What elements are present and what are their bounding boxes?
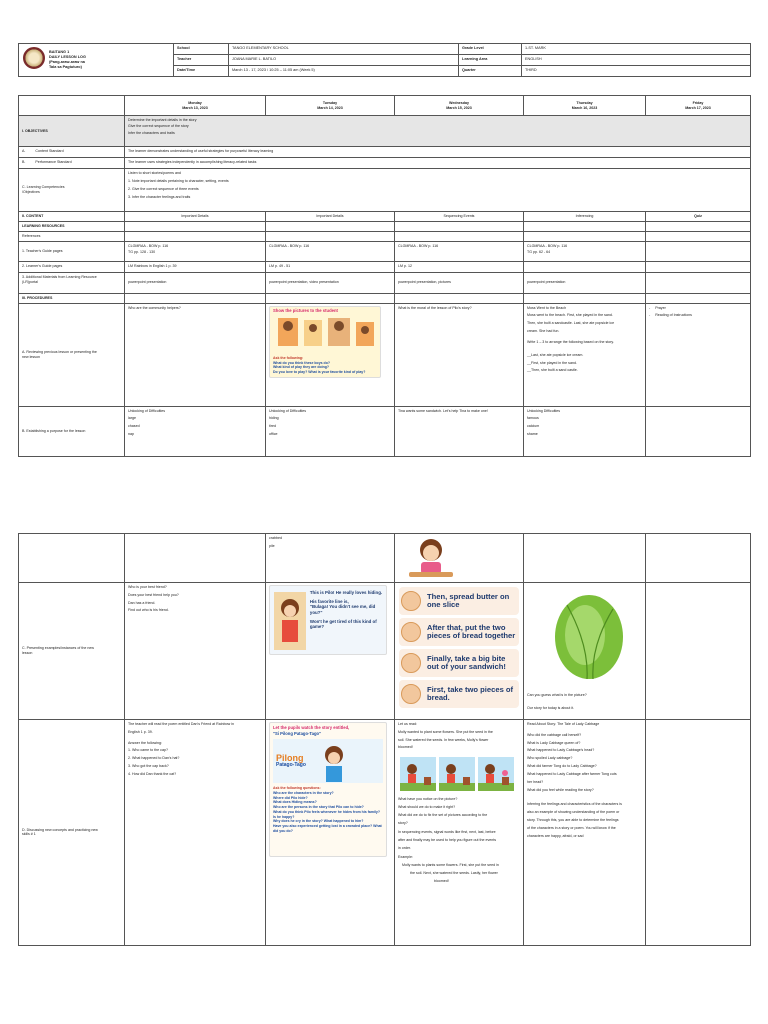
content-label: II. CONTENT — [19, 212, 125, 222]
topic-wednesday: Sequencing Events — [395, 212, 524, 222]
teachers-guide-label: 1. Teacher's Guide pages — [19, 241, 125, 261]
performance-standard-row — [19, 158, 751, 169]
day-tuesday: Tuesday March 14, 2023 — [266, 96, 395, 116]
grade-label: Grade Level — [459, 44, 522, 55]
review-friday: - Prayer - Reading of Instructions — [646, 303, 751, 406]
topic-friday: Quiz — [646, 212, 751, 222]
content-standard-label: A. Content Standard — [19, 147, 125, 158]
sandwich-step-4: First, take two pieces of bread. — [399, 680, 519, 708]
molly-planting-pictures — [398, 755, 516, 793]
content-row — [19, 212, 751, 222]
learners-guide-label: 2. Learner's Guide pages — [19, 261, 125, 272]
bread-icon — [401, 622, 421, 642]
competencies-label: C. Learning Competencies /Objectives — [19, 169, 125, 212]
procedures-label: III. PROCEDURES — [19, 293, 125, 303]
discussing-label: D. Discussing new concepts and practicing new skills # 1 — [19, 719, 125, 945]
purpose-thursday: Unlocking Difficulties famous calcium shame — [524, 406, 646, 456]
content-standard-row — [19, 147, 751, 158]
sandwich-icon — [401, 653, 421, 673]
lg-tuesday: LM p. 49 - 51 — [266, 261, 395, 272]
resources-row — [19, 222, 751, 232]
butter-icon — [401, 591, 421, 611]
pilo-hiding-picture: This is Pilo! He really loves hiding. His favorite line is, "Bulaga! You didn't see me, did you?" Won't he get tired of this kind of game? — [269, 585, 387, 655]
cabbage-picture — [527, 585, 643, 685]
corner-cell — [19, 96, 125, 116]
examples-row — [19, 582, 751, 719]
grade-title: BAITANG 1 — [49, 49, 70, 54]
children-playing-illustration — [270, 314, 381, 354]
sandwich-step-1: Then, spread butter on one slice — [399, 587, 519, 615]
discussing-row — [19, 719, 751, 945]
tg-tuesday: CLGMRAA - BOW p. 116 — [266, 241, 395, 261]
tg-thursday: CLGMRAA - BOW p. 116 TG pp. 62 - 64 — [524, 241, 646, 261]
school-label: School — [174, 44, 229, 55]
review-tuesday — [266, 303, 395, 406]
am-wednesday: powerpoint presentation, pictures — [395, 272, 524, 293]
discussing-tuesday — [266, 719, 395, 945]
examples-label: C. Presenting examples/instances of the new lesson — [19, 582, 125, 719]
performance-standard-label: B. Performance Standard — [19, 158, 125, 169]
lesson-table-page-2 — [18, 533, 751, 946]
references-row — [19, 231, 751, 241]
topic-monday: Important Details — [125, 212, 266, 222]
discussing-thursday: Read About Story: The Tale of Lady Cabbage Who did the cabbage call herself? What is Lady Cabbage queen of? What happened to Lady Cabbage's head? Who spoiled Lady cabbage? What did farmer Tong do to Lady Cabbage? What happened to Lady Cabbage after farmer Tong cuts her head? What did you feel while reading the story? Inferring the feelings and characteristics of the characters is also an example of showing understanding of the poem or story. Through this, you are able to determine the feelings of the characters in a story or poem. You will know if the characters are happy, afraid, or sad — [524, 719, 646, 945]
lesson-table-page-1 — [18, 95, 751, 457]
review-monday: Who are the community helpers? — [125, 303, 266, 406]
purpose-row — [19, 406, 751, 456]
examples-monday: Who is your best friend? Does your best friend help you? Dan has a friend. Find out who is his friend. — [125, 582, 266, 719]
story-title-2: Patago-Tago — [276, 762, 306, 769]
references-label: References — [19, 231, 125, 241]
day-wednesday: Wednesday March 15, 2023 — [395, 96, 524, 116]
discussing-monday: The teacher will read the poem entitled Dan's Friend at Rainbow in English 1 p. 39. Answer the following: 1. Who came to the cap? 2. What happened to Dan's hat? 3. Who got the cap back? 4. How did Dan thank the cat? — [125, 719, 266, 945]
purpose-continued-row — [19, 534, 751, 583]
community-helpers-picture: Show the pictures to the student Ask the following: What do you think these boys do? What kind of play they are doing? Do you love to play? What is your favorite kind of play? — [269, 306, 381, 378]
days-row — [19, 96, 751, 116]
purpose-label: B. Establishing a purpose for the lesson — [19, 406, 125, 456]
review-label: A. Reviewing previous lesson or presenting the new lesson — [19, 303, 125, 406]
resources-label: LEARNING RESOURCES — [19, 222, 125, 232]
pilong-story-picture: Let the pupils watch the story entitled, "Si Pilong Patago-Tago" Pilong Patago-Tago Ask the following questions: Who are the characters in the story? Where did Pilo hide? What does Hiding means? Who are the persons in the story that Pilo can to hide? What do you think Pilo feels whenever he hides from his family? Is he happy? Why does he cry in the story? What happened to him? Have you also experienced getting lost in a crowded place? What did you do? — [269, 722, 387, 857]
examples-tuesday — [266, 582, 395, 719]
teacher-label: Teacher — [174, 55, 229, 66]
tina-cell — [395, 534, 524, 583]
area-value: ENGLISH — [522, 55, 751, 66]
quarter-value: THIRD — [522, 66, 751, 77]
quarter-label: Quarter — [459, 66, 522, 77]
day-friday: Friday March 17, 2023 — [646, 96, 751, 116]
day-thursday: Thursday March 16, 2023 — [524, 96, 646, 116]
day-monday: Monday March 13, 2023 — [125, 96, 266, 116]
am-monday: powerpoint presentation — [125, 272, 266, 293]
examples-thursday: Can you guess what is in the picture? Our story for today is about it. — [524, 582, 646, 719]
competencies-text: Listen to short stories/poems and 1. Note important details pertaining to character, setting, events 2. Give the correct sequence of three events 3. Infer the character feelings and traits — [125, 169, 751, 212]
school-value: TANGO ELEMENTARY SCHOOL — [229, 44, 459, 55]
teachers-guide-row — [19, 241, 751, 261]
area-label: Learning Area — [459, 55, 522, 66]
review-wednesday: What is the moral of the lesson of Pilo's story? — [395, 303, 524, 406]
procedures-row — [19, 293, 751, 303]
purpose-wednesday: Tina wants some sandwich. Let's help Tina to make one! — [395, 406, 524, 456]
deped-seal-icon — [23, 47, 45, 69]
header-table — [18, 43, 751, 77]
tg-monday: CLGMRAA - BOW p. 116 TG pp. 128 - 130 — [125, 241, 266, 261]
learners-guide-row — [19, 261, 751, 272]
objectives-label: I. OBJECTIVES — [19, 116, 125, 147]
lg-monday: LM Rainbow in English 1 p. 39 — [125, 261, 266, 272]
grade-value: 1-ST. MARK — [522, 44, 751, 55]
content-standard-text: The learner demonstrates understanding of useful strategies for purposeful literacy learning — [125, 147, 751, 158]
review-thursday: Moss Went to the Beach Moss went to the beach. First, she played in the sand. Then, she built a sandcastle. Last, she ate popsicle ice cream. She had fun. Write 1 – 3 to arrange the following based on the story. __Last, she ate popsicle ice cream. __First, she played in the sand. __Then, she built a sand castle. — [524, 303, 646, 406]
topic-tuesday: Important Details — [266, 212, 395, 222]
log-subtitle-2: Tala sa Pagtuturo) — [49, 65, 82, 70]
story-title-1: Pilong — [276, 753, 304, 764]
date-value: March 13 - 17, 2023 / 10:25 – 11:05 am (Week 5) — [229, 66, 459, 77]
girl-with-sandwich-illustration — [395, 534, 524, 580]
performance-standard-text: The learner uses strategies independently in accomplishing literacy-related tasks — [125, 158, 751, 169]
objectives-text: Determine the important details in the story Give the correct sequence of the story Infer the characters and traits — [125, 116, 751, 147]
log-subtitle: (Pang-araw-araw na — [49, 60, 85, 64]
pilo-character-illustration — [270, 586, 308, 655]
header-brand — [19, 44, 174, 77]
discussing-wednesday: Let us read: Molly wanted to plant some flowers. She put the seed in the soil. She watered the seeds. In few weeks, Molly's flower bloomed! What have you notice on the picture? What should we do to make it right? What did we do to fix the set of pictures according to the story? In sequencing events, signal words like first, next, last, before after and finally may be used to help you figure out the events in order. Example: Molly wants to plants some flowers. First, she put the seed in the soil. Next, she watered the seeds. Lastly, her flower bloomed! — [395, 719, 524, 945]
purpose-monday: Unlocking of Difficulties large chased nap — [125, 406, 266, 456]
objectives-row — [19, 116, 751, 147]
additional-materials-row — [19, 272, 751, 293]
review-row — [19, 303, 751, 406]
log-title: DAILY LESSON LOG — [49, 54, 86, 59]
examples-wednesday — [395, 582, 524, 719]
tg-wednesday: CLGMRAA - BOW p. 116 — [395, 241, 524, 261]
additional-materials-label: 3. Additional Materials from Learning Resource (LR)portal — [19, 272, 125, 293]
bread-slice-icon — [401, 684, 421, 704]
am-tuesday: powerpoint presentation, video presentation — [266, 272, 395, 293]
topic-thursday: Inferencing — [524, 212, 646, 222]
date-label: Date/Time — [174, 66, 229, 77]
purpose-tuesday: Unlocking of Difficulties hiding tired office — [266, 406, 395, 456]
sandwich-step-3: Finally, take a big bite out of your sandwich! — [399, 649, 519, 677]
teacher-value: JOANA MARIE L. BATILO — [229, 55, 459, 66]
purpose-tuesday-continued: crabbed pile — [266, 534, 395, 583]
sandwich-step-2: After that, put the two pieces of bread together — [399, 618, 519, 646]
lg-wednesday: LM p. 12 — [395, 261, 524, 272]
competencies-row — [19, 169, 751, 212]
am-thursday: powerpoint presentation — [524, 272, 646, 293]
pilong-boy-illustration — [306, 739, 354, 783]
